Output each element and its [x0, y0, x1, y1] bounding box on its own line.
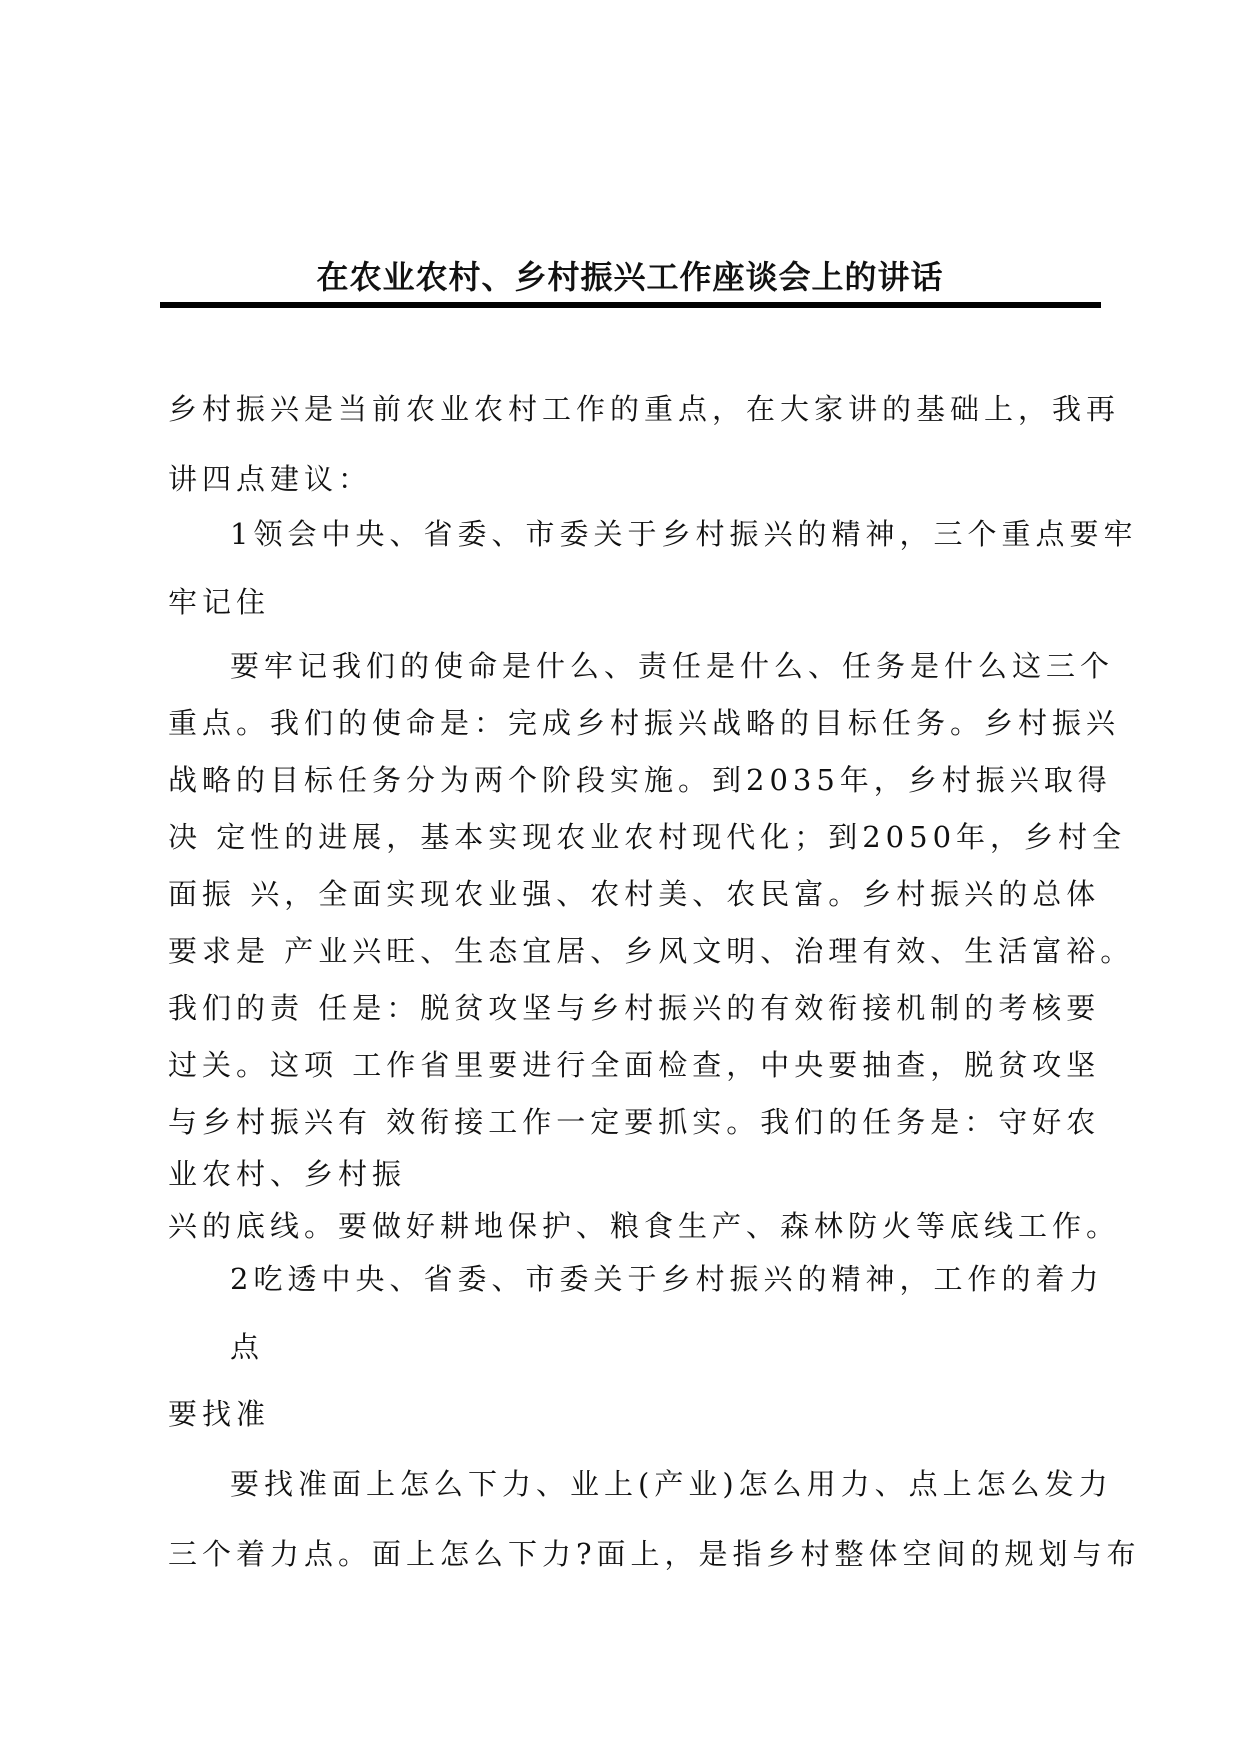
- body-line: 决 定性的进展，基本实现农业农村现代化；到2050年，乡村全: [168, 820, 1127, 854]
- body-line: 要找准面上怎么下力、业上(产业)怎么用力、点上怎么发力: [230, 1467, 1113, 1501]
- document-title: 在农业农村、乡村振兴工作座谈会上的讲话: [316, 258, 944, 296]
- body-line: 乡村振兴是当前农业农村工作的重点，在大家讲的基础上，我再: [168, 392, 1121, 426]
- body-line: 要求是 产业兴旺、生态宜居、乡风文明、治理有效、生活富裕。: [168, 934, 1135, 968]
- body-line: 我们的责 任是：脱贫攻坚与乡村振兴的有效衔接机制的考核要: [168, 991, 1101, 1025]
- body-line: 与乡村振兴有 效衔接工作一定要抓实。我们的任务是：守好农: [168, 1105, 1101, 1139]
- body-line: 面振 兴，全面实现农业强、农村美、农民富。乡村振兴的总体: [168, 877, 1101, 911]
- body-line: 要牢记我们的使命是什么、责任是什么、任务是什么这三个: [230, 649, 1115, 683]
- body-line: 重点。我们的使命是：完成乡村振兴战略的目标任务。乡村振兴: [168, 706, 1121, 740]
- title-underline-rule: [160, 302, 1101, 308]
- section-heading-1-cont: 牢记住: [168, 585, 271, 619]
- body-line: 兴的底线。要做好耕地保护、粮食生产、森林防火等底线工作。: [168, 1209, 1121, 1243]
- body-line: 三个着力点。面上怎么下力?面上，是指乡村整体空间的规划与布: [168, 1537, 1141, 1571]
- section-heading-1: 1领会中央、省委、市委关于乡村振兴的精神，三个重点要牢: [230, 517, 1138, 551]
- section-heading-2-cont: 点: [230, 1330, 265, 1364]
- body-line: 业农村、乡村振: [168, 1157, 407, 1191]
- section-heading-2: 2吃透中央、省委、市委关于乡村振兴的精神，工作的着力: [230, 1262, 1104, 1296]
- body-line: 讲四点建议：: [168, 462, 373, 496]
- body-line: 过关。这项 工作省里要进行全面检查，中央要抽查，脱贫攻坚: [168, 1048, 1101, 1082]
- section-heading-2-cont: 要找准: [168, 1397, 271, 1431]
- body-line: 战略的目标任务分为两个阶段实施。到2035年，乡村振兴取得: [168, 763, 1112, 797]
